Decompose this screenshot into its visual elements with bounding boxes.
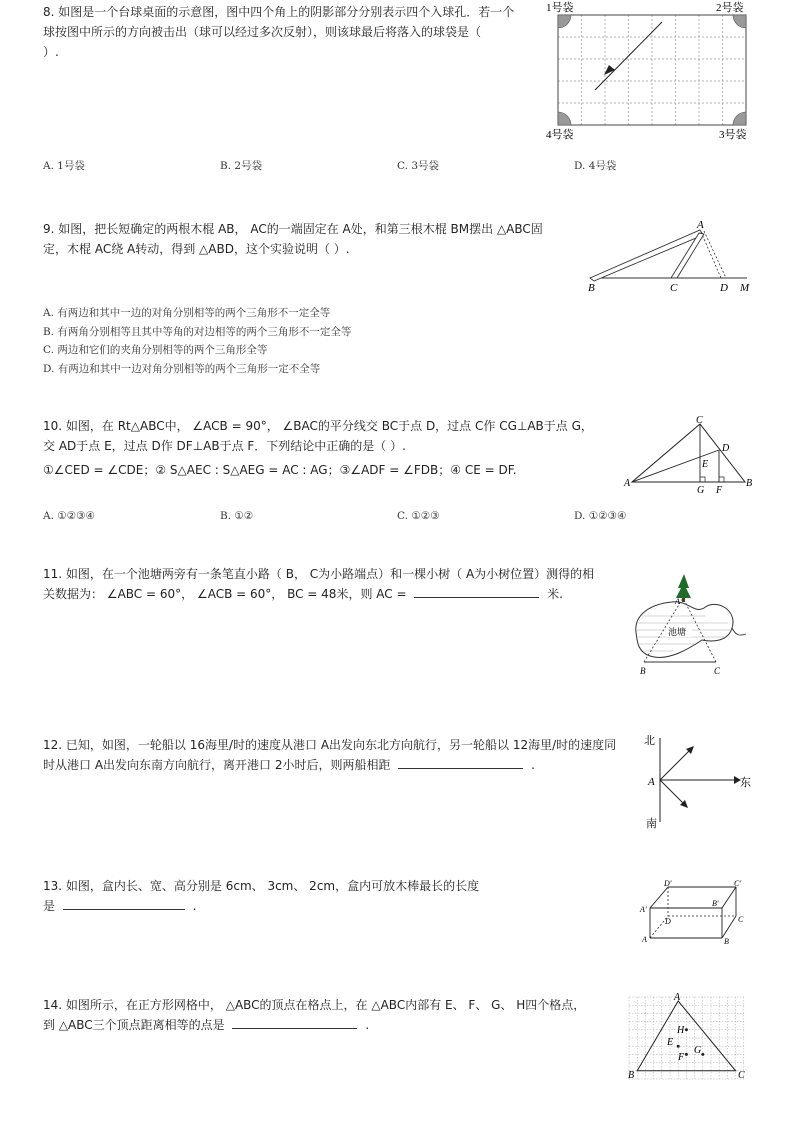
q10-label-d: D — [722, 443, 730, 454]
q11-line1: 11. 如图，在一个池塘两旁有一条笔直小路（ B， C为小路端点）和一棵小树（ A为小树位置）测得的相 — [43, 567, 595, 581]
q13-box-hidden-edges — [650, 887, 736, 938]
q10-option-d[interactable]: D. ①②③④ — [574, 510, 627, 522]
q12-compass-figure — [642, 730, 754, 830]
q12-se-route — [660, 780, 686, 806]
q10-triangle-figure — [622, 414, 757, 498]
q8-pocket-bl — [558, 112, 571, 125]
q10-line3: ①∠CED = ∠CDE；② S△AEC : S△AEG = AC : AG；③∠ADF = ∠FDB；④ CE = DF. — [43, 463, 517, 477]
q9-text — [43, 219, 583, 259]
q12-text — [43, 735, 628, 775]
q11-label-b: B — [640, 666, 646, 676]
q8-option-c[interactable]: C. 3号袋 — [397, 160, 440, 172]
q14-label-c: C — [738, 1070, 745, 1081]
q12-label-south: 南 — [646, 818, 657, 830]
q13-line2-prefix: 是 — [43, 899, 56, 913]
q11-answer-blank[interactable] — [414, 585, 539, 598]
q14-label-g: G — [694, 1045, 702, 1056]
q13-text — [43, 876, 583, 916]
q12-line2-suffix: . — [531, 758, 535, 772]
q11-text — [43, 564, 613, 604]
q8-label-tr: 2号袋 — [716, 2, 744, 14]
q14-point-f — [685, 1053, 688, 1056]
q12-ne-route — [660, 748, 692, 780]
q8-label-bl: 4号袋 — [546, 129, 574, 141]
q9-option-a[interactable]: A. 有两边和其中一边的对角分别相等的两个三角形不一定全等 — [43, 307, 331, 319]
q14-label-a: A — [674, 992, 681, 1003]
q11-line2-suffix: 米. — [547, 587, 563, 601]
q10-option-a[interactable]: A. ①②③④ — [43, 510, 95, 522]
q8-option-b[interactable]: B. 2号袋 — [220, 160, 263, 172]
q11-label-c: C — [714, 666, 721, 676]
q8-text — [43, 2, 543, 62]
q13-answer-blank[interactable] — [63, 897, 185, 910]
q8-billiard-figure — [540, 0, 755, 145]
q9-label-c: C — [670, 282, 678, 294]
q12-label-north: 北 — [644, 735, 655, 747]
q9-sticks-figure — [582, 218, 757, 296]
q14-point-g — [701, 1053, 704, 1056]
q10-label-f: F — [716, 485, 723, 496]
q12-line2 — [43, 755, 628, 775]
q8-pocket-tl — [558, 15, 571, 28]
q14-point-e — [677, 1045, 680, 1048]
q8-option-a[interactable]: A. 1号袋 — [43, 160, 85, 172]
q13-label-a: A — [642, 935, 647, 944]
q11-line2-prefix: 关数据为： ∠ABC = 60°， ∠ACB = 60°， BC = 48米，则 AC = — [43, 587, 407, 601]
q11-line2 — [43, 584, 613, 604]
q10-label-a: A — [624, 478, 631, 489]
q9-line2: 定，木棍 AC绕 A转动，得到 △ABD，这个实验说明（ ）. — [43, 242, 350, 256]
q14-line2 — [43, 1015, 618, 1035]
q8-label-tl: 1号袋 — [546, 2, 574, 14]
q12-answer-blank[interactable] — [398, 756, 523, 769]
q9-label-d: D — [720, 282, 728, 294]
q8-line2: 球按图中所示的方向被击出（球可以经过多次反射），则该球最后将落入的球袋是（ — [43, 25, 482, 39]
q11-tree-trunk — [682, 598, 685, 602]
q14-line2-suffix: . — [365, 1018, 370, 1032]
q9-option-b[interactable]: B. 有两角分别相等且其中等角的对边相等的两个三角形不一定全等 — [43, 325, 352, 338]
q8-arrow-head — [604, 65, 615, 75]
q14-label-f: F — [678, 1052, 685, 1063]
q10-label-c: C — [696, 415, 703, 426]
q9-options — [43, 304, 351, 378]
q10-right-angle-g — [700, 477, 705, 482]
q10-option-b[interactable]: B. ①② — [220, 510, 254, 522]
q13-label-c: C — [738, 915, 744, 924]
q13-line2 — [43, 896, 583, 916]
q14-label-e: E — [667, 1037, 674, 1048]
q10-text — [43, 416, 618, 480]
q10-right-angle-f — [719, 477, 724, 482]
q13-label-d1: D′ — [664, 879, 672, 888]
q13-label-c1: C′ — [734, 879, 742, 888]
q8-pocket-tr — [733, 15, 746, 28]
q10-option-c[interactable]: C. ①②③ — [397, 510, 440, 522]
q11-shore-curve — [732, 628, 746, 635]
q12-line2-prefix: 时从港口 A出发向东南方向航行，离开港口 2小时后，则两船相距 — [43, 758, 391, 772]
q14-grid-figure — [622, 992, 754, 1082]
q14-square-grid — [629, 997, 744, 1079]
q13-label-b: B — [724, 937, 729, 946]
q14-label-b: B — [628, 1070, 635, 1081]
q11-pond-label: 池塘 — [668, 627, 687, 637]
q12-line1: 12. 已知，如图，一轮船以 16海里/时的速度从港口 A出发向东北方向航行，另一轮船以 12海里/时的速度同 — [43, 738, 617, 752]
q8-label-br: 3号袋 — [719, 129, 747, 141]
q9-option-d[interactable]: D. 有两边和其中一边对角分别相等的两个三角形一定不全等 — [43, 362, 321, 375]
q14-text — [43, 995, 618, 1035]
q11-tree-icon — [676, 574, 691, 598]
q8-line3: ）. — [43, 45, 59, 59]
q9-stick-ad-dashed-2 — [704, 231, 726, 278]
q13-label-a1: A′ — [640, 905, 647, 914]
q10-label-g: G — [697, 485, 705, 496]
q13-label-b1: B′ — [712, 899, 719, 908]
q9-label-m: M — [740, 282, 750, 294]
q12-label-east: 东 — [740, 777, 751, 789]
q9-line1: 9. 如图，把长短确定的两根木棍 AB， AC的一端固定在 A处，和第三根木棍 BM摆出 △ABC固 — [43, 222, 543, 236]
q8-line1: 8. 如图是一个台球桌面的示意图，图中四个角上的阴影部分分别表示四个入球孔．若一个 — [43, 5, 515, 19]
q13-line2-suffix: . — [192, 899, 197, 913]
q13-box-solid-edges — [650, 887, 736, 938]
q14-line1: 14. 如图所示，在正方形网格中， △ABC的顶点在格点上，在 △ABC内部有 E、 F、 G、 H四个格点， — [43, 998, 586, 1012]
q10-label-e: E — [702, 459, 709, 470]
q11-pond-figure — [628, 570, 750, 678]
q12-label-a: A — [648, 776, 655, 788]
q11-label-a: A — [675, 597, 680, 606]
q9-stick-ad-dashed-1 — [701, 232, 721, 278]
q14-answer-blank[interactable] — [232, 1016, 357, 1029]
q14-line2-prefix: 到 △ABC三个顶点距离相等的点是 — [43, 1018, 225, 1032]
q10-label-b: B — [746, 478, 753, 489]
q10-line2: 交 AD于点 E，过点 D作 DF⊥AB于点 F．下列结论中正确的是（ ）. — [43, 439, 406, 453]
q14-label-h: H — [677, 1025, 685, 1036]
q10-line1: 10. 如图，在 Rt△ABC中， ∠ACB = 90°， ∠BAC的平分线交 BC于点 D，过点 C作 CG⊥AB于点 G， — [43, 419, 593, 433]
q9-label-a: A — [697, 219, 704, 231]
q8-option-d[interactable]: D. 4号袋 — [574, 160, 617, 172]
q9-label-b: B — [588, 282, 595, 294]
q13-box-figure — [638, 878, 756, 946]
q13-label-d: D — [665, 917, 671, 926]
q9-option-c[interactable]: C. 两边和它们的夹角分别相等的两个三角形全等 — [43, 344, 268, 356]
q8-pocket-br — [733, 112, 746, 125]
q14-point-h — [685, 1028, 688, 1031]
q13-line1: 13. 如图，盒内长、宽、高分别是 6cm、 3cm、 2cm，盒内可放木棒最长的长度 — [43, 879, 480, 893]
